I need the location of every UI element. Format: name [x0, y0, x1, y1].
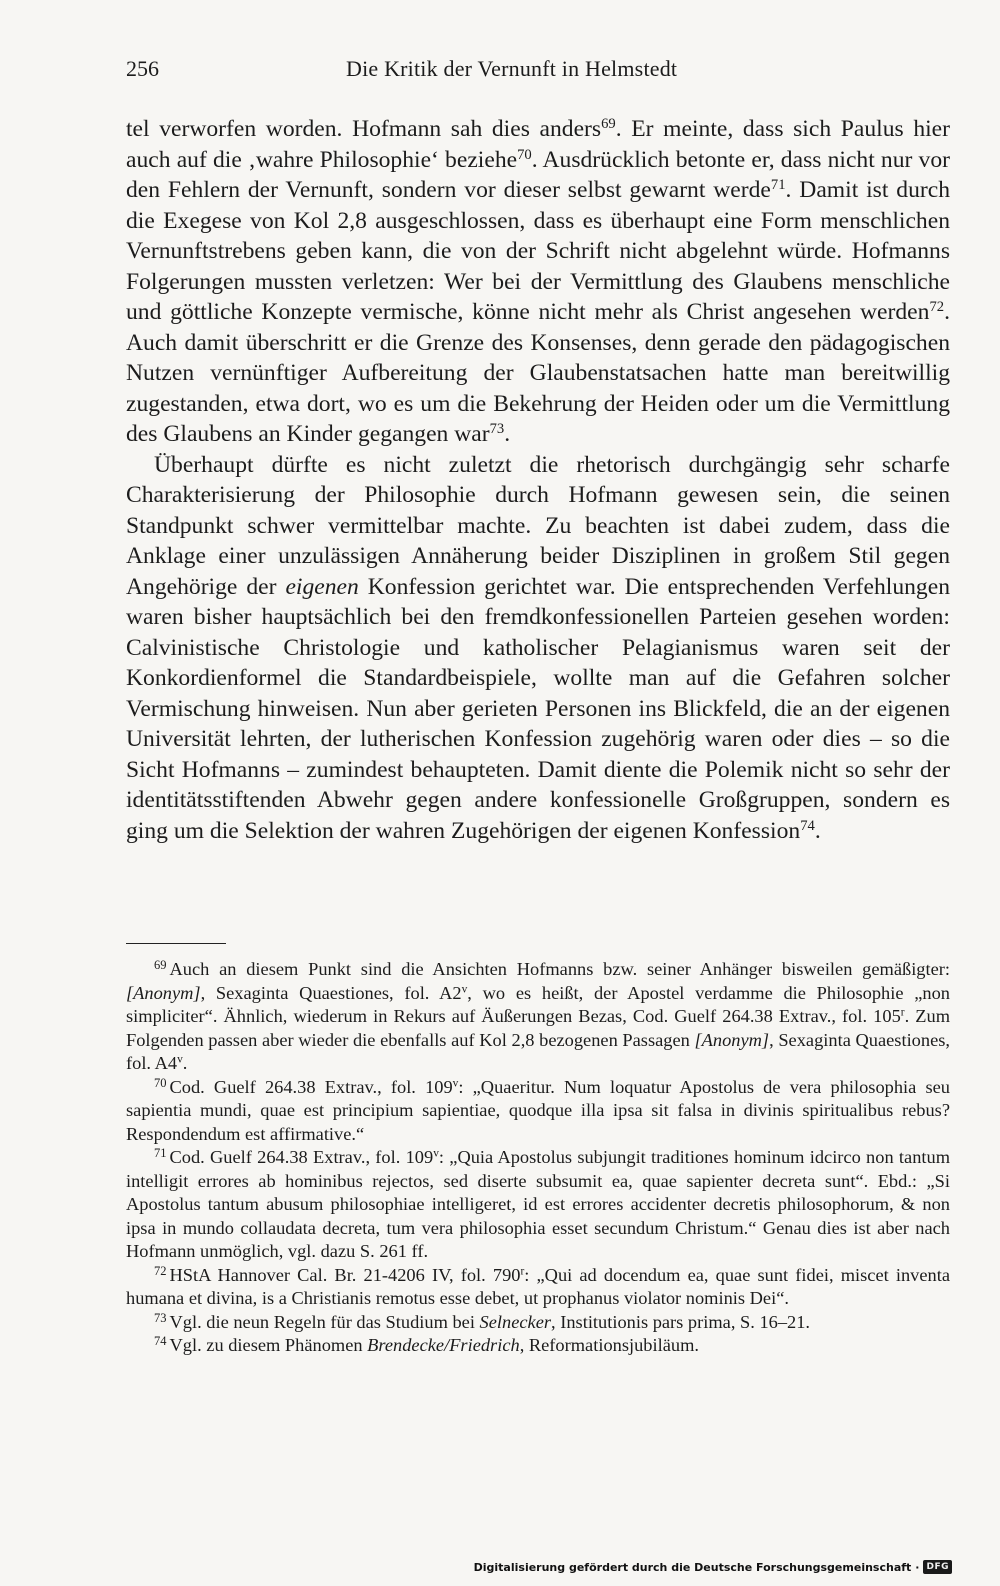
page-number: 256 [126, 56, 159, 81]
footnote-ref-74[interactable]: 74 [800, 817, 815, 834]
footnote-ref-73[interactable]: 73 [489, 420, 505, 437]
footnote-number: 71 [154, 1146, 167, 1161]
running-head: Die Kritik der Vernunft in Helmstedt [346, 56, 678, 81]
footnote-number: 72 [154, 1263, 167, 1278]
footnote-71: $^{71}$ Cod. Guelf 264.38 Extrav., fol. 109$^v$: „Quia Apostolus subjungit traditiones hominum idcirco non tantum intelligit errores ab hominibus rejectos, sed diserte subsumit ea, quae sapienter decreta sunt“. Ebd.: „Si Apostolus tantum abusum philosophiae intelligeret, id est errores accidenter decretis philosophorum, & non ipsa in mundo collaudata decreta, tum vera philosophia esset secundum Christum.“ Genau dies ist aber nach Hofmann unmöglich, vgl. dazu S. 261 ff. [126, 1146, 950, 1261]
footnote-number: 70 [154, 1075, 167, 1090]
footnote-number: 74 [154, 1334, 167, 1349]
footnote-separator [126, 943, 226, 944]
footnote-number: 69 [154, 958, 167, 973]
footnote-70: $^{70}$ Cod. Guelf 264.38 Extrav., fol. 109$^v$: „Quaeritur. Num loquatur Apostolus de vera philosophia seu sapientia mundi, quae est principium sapientiae, quodque illa ipsa sit falsa in divinis spiritualibus rebus? Respondendum est affirmative.“ [126, 1075, 950, 1144]
separator-dot: · [915, 1560, 920, 1574]
footnote-74: $^{74}$ Vgl. zu diesem Phänomen Brendecke/Friedrich, Reformationsjubiläum. [154, 1334, 699, 1355]
footnote-ref-69[interactable]: 69 [601, 115, 616, 132]
page-header [126, 52, 950, 92]
paragraph-2: Überhaupt dürfte es nicht zuletzt die rhetorisch durchgängig sehr scharfe Charakterisierung der Philosophie durch Hofmann gewesen sein, die seinen Standpunkt schwer vermittelbar machte. Zu beachten ist dabei zudem, dass die Anklage einer unzulässigen Annäherung beider Disziplinen in großem Stil gegen Angehörige der eigenen Konfession gerichtet war. Die entsprechenden Verfehlungen waren bisher hauptsächlich bei den fremdkonfessionellen Parteien gesehen worden: Calvinistische Christologie und katholischer Pelagianismus waren seit der Konkordienformel die Standardbeispiele, wollte man auf die Gefahren solcher Vermischung hinweisen. Nun aber gerieten Personen ins Blickfeld, die an der eigenen Universität lehrten, der lutherischen Konfession zugehörig waren oder dies – so die Sicht Hofmanns – zumindest behaupteten. Damit diente die Polemik nicht so sehr der identitätsstiftenden Abwehr gegen andere konfessionelle Großgruppen, sondern es ging um die Selektion der wahren Zugehörigen der eigenen Konfession$^{74}$. [126, 451, 951, 844]
emphasis: eigenen [285, 573, 359, 600]
footnote-72: $^{72}$ HStA Hannover Cal. Br. 21-4206 IV, fol. 790$^r$: „Qui ad docendum ea, quae sunt fidei, miscet inventa humana et divina, is a Christianis remotus esse debet, ut prophanus violator nominis Dei“. [126, 1263, 950, 1308]
footnote-73: $^{73}$ Vgl. die neun Regeln für das Studium bei Selnecker, Institutionis pars prima, S. 16–21. [154, 1310, 811, 1332]
footnotes [126, 958, 950, 1358]
footnote-69: $^{69}$ Auch an diesem Punkt sind die Ansichten Hofmanns bzw. seiner Anhänger bisweilen gemäßigter: [Anonym], Sexaginta Quaestiones, fol. A2$^v$, wo es heißt, der Apostel verdamme die Philosophie „non simpliciter“. Ähnlich, wiederum in Rekurs auf Äußerungen Bezas, Cod. Guelf 264.38 Extrav., fol. 105$^r$. Zum Folgenden passen aber wieder die ebenfalls auf Kol 2,8 bezogenen Passagen [Anonym], Sexaginta Quaestiones, fol. A4$^v$. [126, 958, 950, 1073]
footnote-ref-70[interactable]: 70 [517, 146, 532, 163]
footnote-ref-71[interactable]: 71 [770, 176, 786, 193]
dfg-logo-icon: DFG [923, 1560, 952, 1574]
digitization-notice: Digitalisierung gefördert durch die Deutsche Forschungsgemeinschaft [473, 1560, 912, 1574]
paragraph-1: tel verworfen worden. Hofmann sah dies anders$^{69}$. Er meinte, dass sich Paulus hier auch auf die ‚wahre Philosophie‘ beziehe$^{70}$. Ausdrücklich betonte er, dass nicht nur vor den Fehlern der Vernunft, sondern vor dieser selbst gewarnt werde$^{71}$. Damit ist durch die Exegese von Kol 2,8 ausgeschlossen, dass es überhaupt eine Form menschlichen Vernunftstrebens geben kann, die von der Schrift nicht abgelehnt würde. Hofmanns Folgerungen mussten verletzen: Wer bei der Vermittlung des Glaubens menschliche und göttliche Konzepte vermische, könne nicht mehr als Christ angesehen werden$^{72}$. Auch damit überschritt er die Grenze des Konsenses, denn gerade den pädagogischen Nutzen vernünftiger Aufbereitung der Glaubenstatsachen hatte man bereitwillig zugestanden, etwa dort, wo es um die Bekehrung der Heiden oder um die Vermittlung des Glaubens an Kinder gegangen war$^{73}$. [126, 115, 951, 447]
main-text [126, 114, 950, 846]
footnote-number: 73 [154, 1310, 167, 1325]
footnote-ref-72[interactable]: 72 [929, 298, 945, 315]
digitization-footer [474, 1557, 952, 1577]
